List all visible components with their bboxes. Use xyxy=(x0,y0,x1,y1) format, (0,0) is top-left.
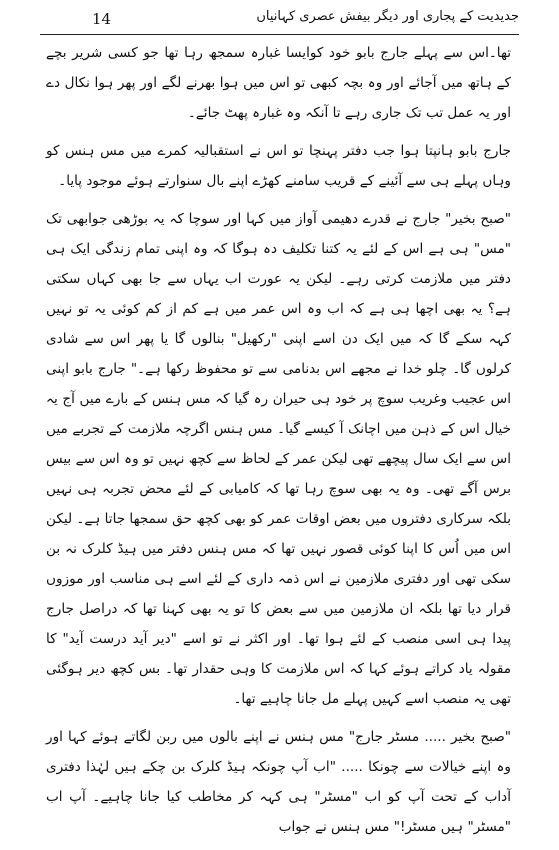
paragraph: تھا۔اس سے پہلے جارج بابو خود کوایسا غبارہ سمجھ رہا تھا جو کسی شریر بچے کے ہاتھ میں آجائے اور وہ بچہ کبھی تو اس میں ہوا بھرنے لگے اور پھر ہوا نکال دے اور یہ عمل تب تک جاری رہے تا آنکہ وہ غبارہ پھٹ جائے۔ xyxy=(46,45,511,121)
paragraph: جارج بابو ہانپتا ہوا جب دفتر پہنچا تو اس نے استقبالیہ کمرے میں مس ہنس کو وہاں پہلے ہی سے آئینے کے قریب سامنے کھڑے اپنے بال سنوارتے ہوئے موجود پایا۔ xyxy=(46,143,511,189)
paragraph: "صبح بخیر" جارج نے قدرے دھیمی آواز میں کہا اور سوچا کہ یہ بوڑھی جوابھی تک "مس" ہی ہے اس کے لئے یہ کتنا تکلیف دہ ہوگا کہ وہ اپنی تمام زندگی ایک ہی دفتر میں ملازمت کرتی رہے۔ لیکن یہ عورت اب یہاں سے جا بھی کہاں سکتی ہے؟ یہ بھی اچھا ہی ہے کہ اب وہ اس عمر میں ہے کم از کم کوئی یہ تو نہیں کہہ سکے گا کہ میں ایک دن اسے اپنی "رکھیل" بنالوں گا یا پھر اس سے شادی کرلوں گا۔ چلو خدا نے مجھے اس بدنامی سے تو محفوظ رکھا ہے۔" جارج بابو اپنی اس عجیب وغریب سوچ پر خود ہی حیران رہ گیا کہ مس ہنس کے بارے میں آج یہ خیال اس کے ذہن میں اچانک آ کیسے گیا۔ مس ہنس اگرچہ ملازمت کے تجربے میں اس سے ایک سال پیچھے تھی لیکن عمر کے لحاظ سے کچھ نہیں تو وہ اس سے بیس برس آگے تھی۔ وہ یہ بھی سوچ رہا تھا کہ کامیابی کے لئے محض تجربہ ہی نہیں بلکہ سرکاری دفتروں میں بعض اوقات عمر کو بھی کچھ حق سمجھا جاتا ہے۔ لیکن اس میں اُس کا اپنا کوئی قصور نہیں تھا کہ مس ہنس دفتر میں ہیڈ کلرک نہ بن سکی تھی اور دفتری ملازمین نے اس ذمہ داری کے لئے اسے ہی مناسب اور موزوں قرار دیا تھا بلکہ ان ملازمین میں سے بعض کا تو یہ بھی کہنا تھا کہ دراصل جارج پیدا ہی اسی منصب کے لئے ہوا تھا۔ اور اکثر نے تو اسے "دیر آید درست آید" کا مقولہ یاد کراتے ہوئے کہا کہ اس ملازمت کا وہی حقدار تھا۔ بس کچھ دیر ہوگئی تھی یہ منصب اسے کہیں پہلے مل جانا چاہیے تھا۔ xyxy=(46,211,511,707)
page-header xyxy=(40,4,519,35)
body-text xyxy=(46,38,511,850)
page-number: 14 xyxy=(92,10,112,28)
paragraph: "صبح بخیر ..... مسٹر جارج" مس ہنس نے اپنے بالوں میں ربن لگاتے ہوئے کہا اور وہ اپنے خیالات سے چونکا ..... "اب آپ چونکہ ہیڈ کلرک بن چکے ہیں لہٰذا دفتری آداب کے تحت آپ کو اب "مسٹر" ہی کہہ کر مخاطب کیا جانا چاہیے۔ آپ اب "مسٹر" ہیں مسٹر!" مس ہنس نے جواب xyxy=(46,729,511,835)
running-title: جدیدیت کے پجاری اور دیگر بیفش عصری کہانیاں xyxy=(256,9,519,24)
